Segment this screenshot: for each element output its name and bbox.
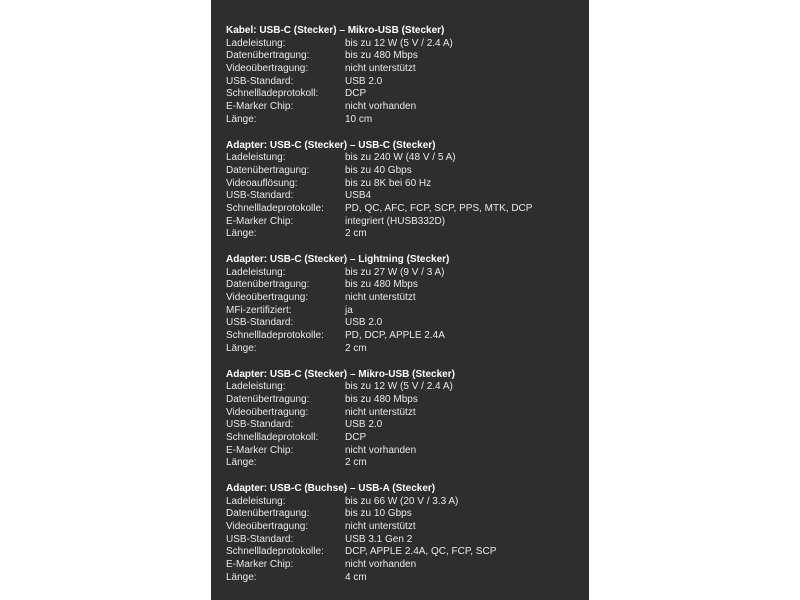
spec-value: bis zu 480 Mbps xyxy=(345,279,418,291)
spec-value: nicht unterstützt xyxy=(345,521,416,533)
spec-label: E-Marker Chip: xyxy=(226,215,294,227)
spec-value: ja xyxy=(345,304,353,316)
spec-section-usbc-microusb-adapter xyxy=(226,369,589,471)
spec-value: nicht vorhanden xyxy=(345,559,417,571)
spec-label: Datenübertragung: xyxy=(226,50,310,62)
spec-row xyxy=(226,445,589,458)
spec-value: bis zu 27 W (9 V / 3 A) xyxy=(345,266,445,278)
spec-value: nicht unterstützt xyxy=(345,292,416,304)
spec-row xyxy=(226,190,589,203)
spec-row xyxy=(226,407,589,420)
spec-row xyxy=(226,317,589,330)
spec-value: USB 2.0 xyxy=(345,75,383,87)
spec-section-usbc-microusb-cable xyxy=(226,25,589,127)
section-title: Kabel: USB-C (Stecker) – Mikro-USB (Stecker) xyxy=(226,25,445,36)
spec-label: Länge: xyxy=(226,113,257,125)
spec-row xyxy=(226,279,589,292)
spec-row xyxy=(226,521,589,534)
spec-row xyxy=(226,88,589,101)
spec-row xyxy=(226,203,589,216)
spec-row xyxy=(226,228,589,241)
spec-label: E-Marker Chip: xyxy=(226,101,294,113)
spec-value: USB 2.0 xyxy=(345,419,383,431)
spec-label: Videoübertragung: xyxy=(226,292,309,304)
spec-row xyxy=(226,457,589,470)
spec-section-usbc-usbc-adapter xyxy=(226,140,589,242)
spec-row xyxy=(226,38,589,51)
spec-value: 2 cm xyxy=(345,342,367,354)
spec-label: E-Marker Chip: xyxy=(226,559,294,571)
spec-label: Videoübertragung: xyxy=(226,521,309,533)
spec-label: MFi-zertifiziert: xyxy=(226,304,292,316)
spec-panel xyxy=(211,0,589,600)
spec-label: Länge: xyxy=(226,457,257,469)
spec-value: USB4 xyxy=(345,190,372,202)
spec-row xyxy=(226,50,589,63)
spec-value: DCP xyxy=(345,431,367,443)
section-title: Adapter: USB-C (Stecker) – Lightning (Stecker) xyxy=(226,254,450,265)
spec-row xyxy=(226,432,589,445)
spec-value: nicht vorhanden xyxy=(345,101,417,113)
section-title: Adapter: USB-C (Stecker) – Mikro-USB (Stecker) xyxy=(226,368,455,380)
spec-row xyxy=(226,178,589,191)
spec-label: Schnellladeprotokoll: xyxy=(226,431,319,443)
spec-row xyxy=(226,101,589,114)
spec-label: Ladeleistung: xyxy=(226,381,286,393)
spec-value: bis zu 480 Mbps xyxy=(345,50,418,62)
spec-value: nicht unterstützt xyxy=(345,406,416,418)
spec-value: bis zu 66 W (20 V / 3.3 A) xyxy=(345,495,459,507)
spec-label: Videoauflösung: xyxy=(226,177,298,189)
spec-label: Ladeleistung: xyxy=(226,37,286,49)
spec-value: USB 3.1 Gen 2 xyxy=(345,533,413,545)
spec-row xyxy=(226,343,589,356)
spec-value: 10 cm xyxy=(345,113,373,125)
spec-label: Ladeleistung: xyxy=(226,495,286,507)
spec-value: nicht unterstützt xyxy=(345,63,416,75)
spec-value: PD, DCP, APPLE 2.4A xyxy=(345,330,445,342)
spec-row xyxy=(226,330,589,343)
spec-label: Datenübertragung: xyxy=(226,279,310,291)
spec-value: bis zu 12 W (5 V / 2.4 A) xyxy=(345,381,453,393)
spec-label: Datenübertragung: xyxy=(226,393,310,405)
spec-row xyxy=(226,165,589,178)
spec-row xyxy=(226,305,589,318)
spec-row xyxy=(226,546,589,559)
spec-row xyxy=(226,381,589,394)
spec-value: 4 cm xyxy=(345,571,367,583)
spec-label: Länge: xyxy=(226,571,257,583)
spec-label: Länge: xyxy=(226,228,257,240)
spec-row xyxy=(226,534,589,547)
spec-label: Videoübertragung: xyxy=(226,63,309,75)
spec-label: Schnellladeprotokolle: xyxy=(226,546,324,558)
spec-label: Schnellladeprotokolle: xyxy=(226,330,324,342)
spec-value: bis zu 8K bei 60 Hz xyxy=(345,177,432,189)
spec-row xyxy=(226,559,589,572)
spec-label: USB-Standard: xyxy=(226,190,294,202)
spec-label: USB-Standard: xyxy=(226,317,294,329)
spec-label: USB-Standard: xyxy=(226,533,294,545)
spec-value: integriert (HUSB332D) xyxy=(345,215,446,227)
spec-row xyxy=(226,419,589,432)
spec-label: Schnellladeprotokolle: xyxy=(226,202,324,214)
spec-row xyxy=(226,114,589,127)
spec-row xyxy=(226,63,589,76)
spec-label: Schnellladeprotokoll: xyxy=(226,88,319,100)
spec-label: USB-Standard: xyxy=(226,419,294,431)
spec-value: USB 2.0 xyxy=(345,317,383,329)
spec-value: 2 cm xyxy=(345,228,367,240)
spec-label: Videoübertragung: xyxy=(226,406,309,418)
section-title: Adapter: USB-C (Buchse) – USB-A (Stecker) xyxy=(226,483,436,494)
spec-label: Datenübertragung: xyxy=(226,508,310,520)
spec-value: bis zu 240 W (48 V / 5 A) xyxy=(345,152,456,164)
spec-section-usbc-usba-adapter xyxy=(226,483,589,585)
spec-label: Datenübertragung: xyxy=(226,164,310,176)
spec-row xyxy=(226,152,589,165)
spec-value: bis zu 480 Mbps xyxy=(345,393,418,405)
spec-row xyxy=(226,216,589,229)
spec-row xyxy=(226,394,589,407)
spec-value: nicht vorhanden xyxy=(345,444,417,456)
spec-label: Ladeleistung: xyxy=(226,152,286,164)
spec-value: bis zu 10 Gbps xyxy=(345,508,412,520)
spec-value: bis zu 40 Gbps xyxy=(345,164,412,176)
spec-value: PD, QC, AFC, FCP, SCP, PPS, MTK, DCP xyxy=(345,202,533,214)
section-title: Adapter: USB-C (Stecker) – USB-C (Stecker) xyxy=(226,139,436,151)
spec-row xyxy=(226,496,589,509)
spec-row xyxy=(226,267,589,280)
spec-value: DCP, APPLE 2.4A, QC, FCP, SCP xyxy=(345,546,497,558)
spec-label: Länge: xyxy=(226,342,257,354)
spec-section-usbc-lightning-adapter xyxy=(226,254,589,356)
spec-value: DCP xyxy=(345,88,367,100)
spec-value: bis zu 12 W (5 V / 2.4 A) xyxy=(345,37,453,49)
spec-value: 2 cm xyxy=(345,457,367,469)
spec-row xyxy=(226,508,589,521)
spec-label: E-Marker Chip: xyxy=(226,444,294,456)
spec-row xyxy=(226,572,589,585)
spec-label: Ladeleistung: xyxy=(226,266,286,278)
spec-row xyxy=(226,292,589,305)
spec-label: USB-Standard: xyxy=(226,75,294,87)
spec-row xyxy=(226,76,589,89)
